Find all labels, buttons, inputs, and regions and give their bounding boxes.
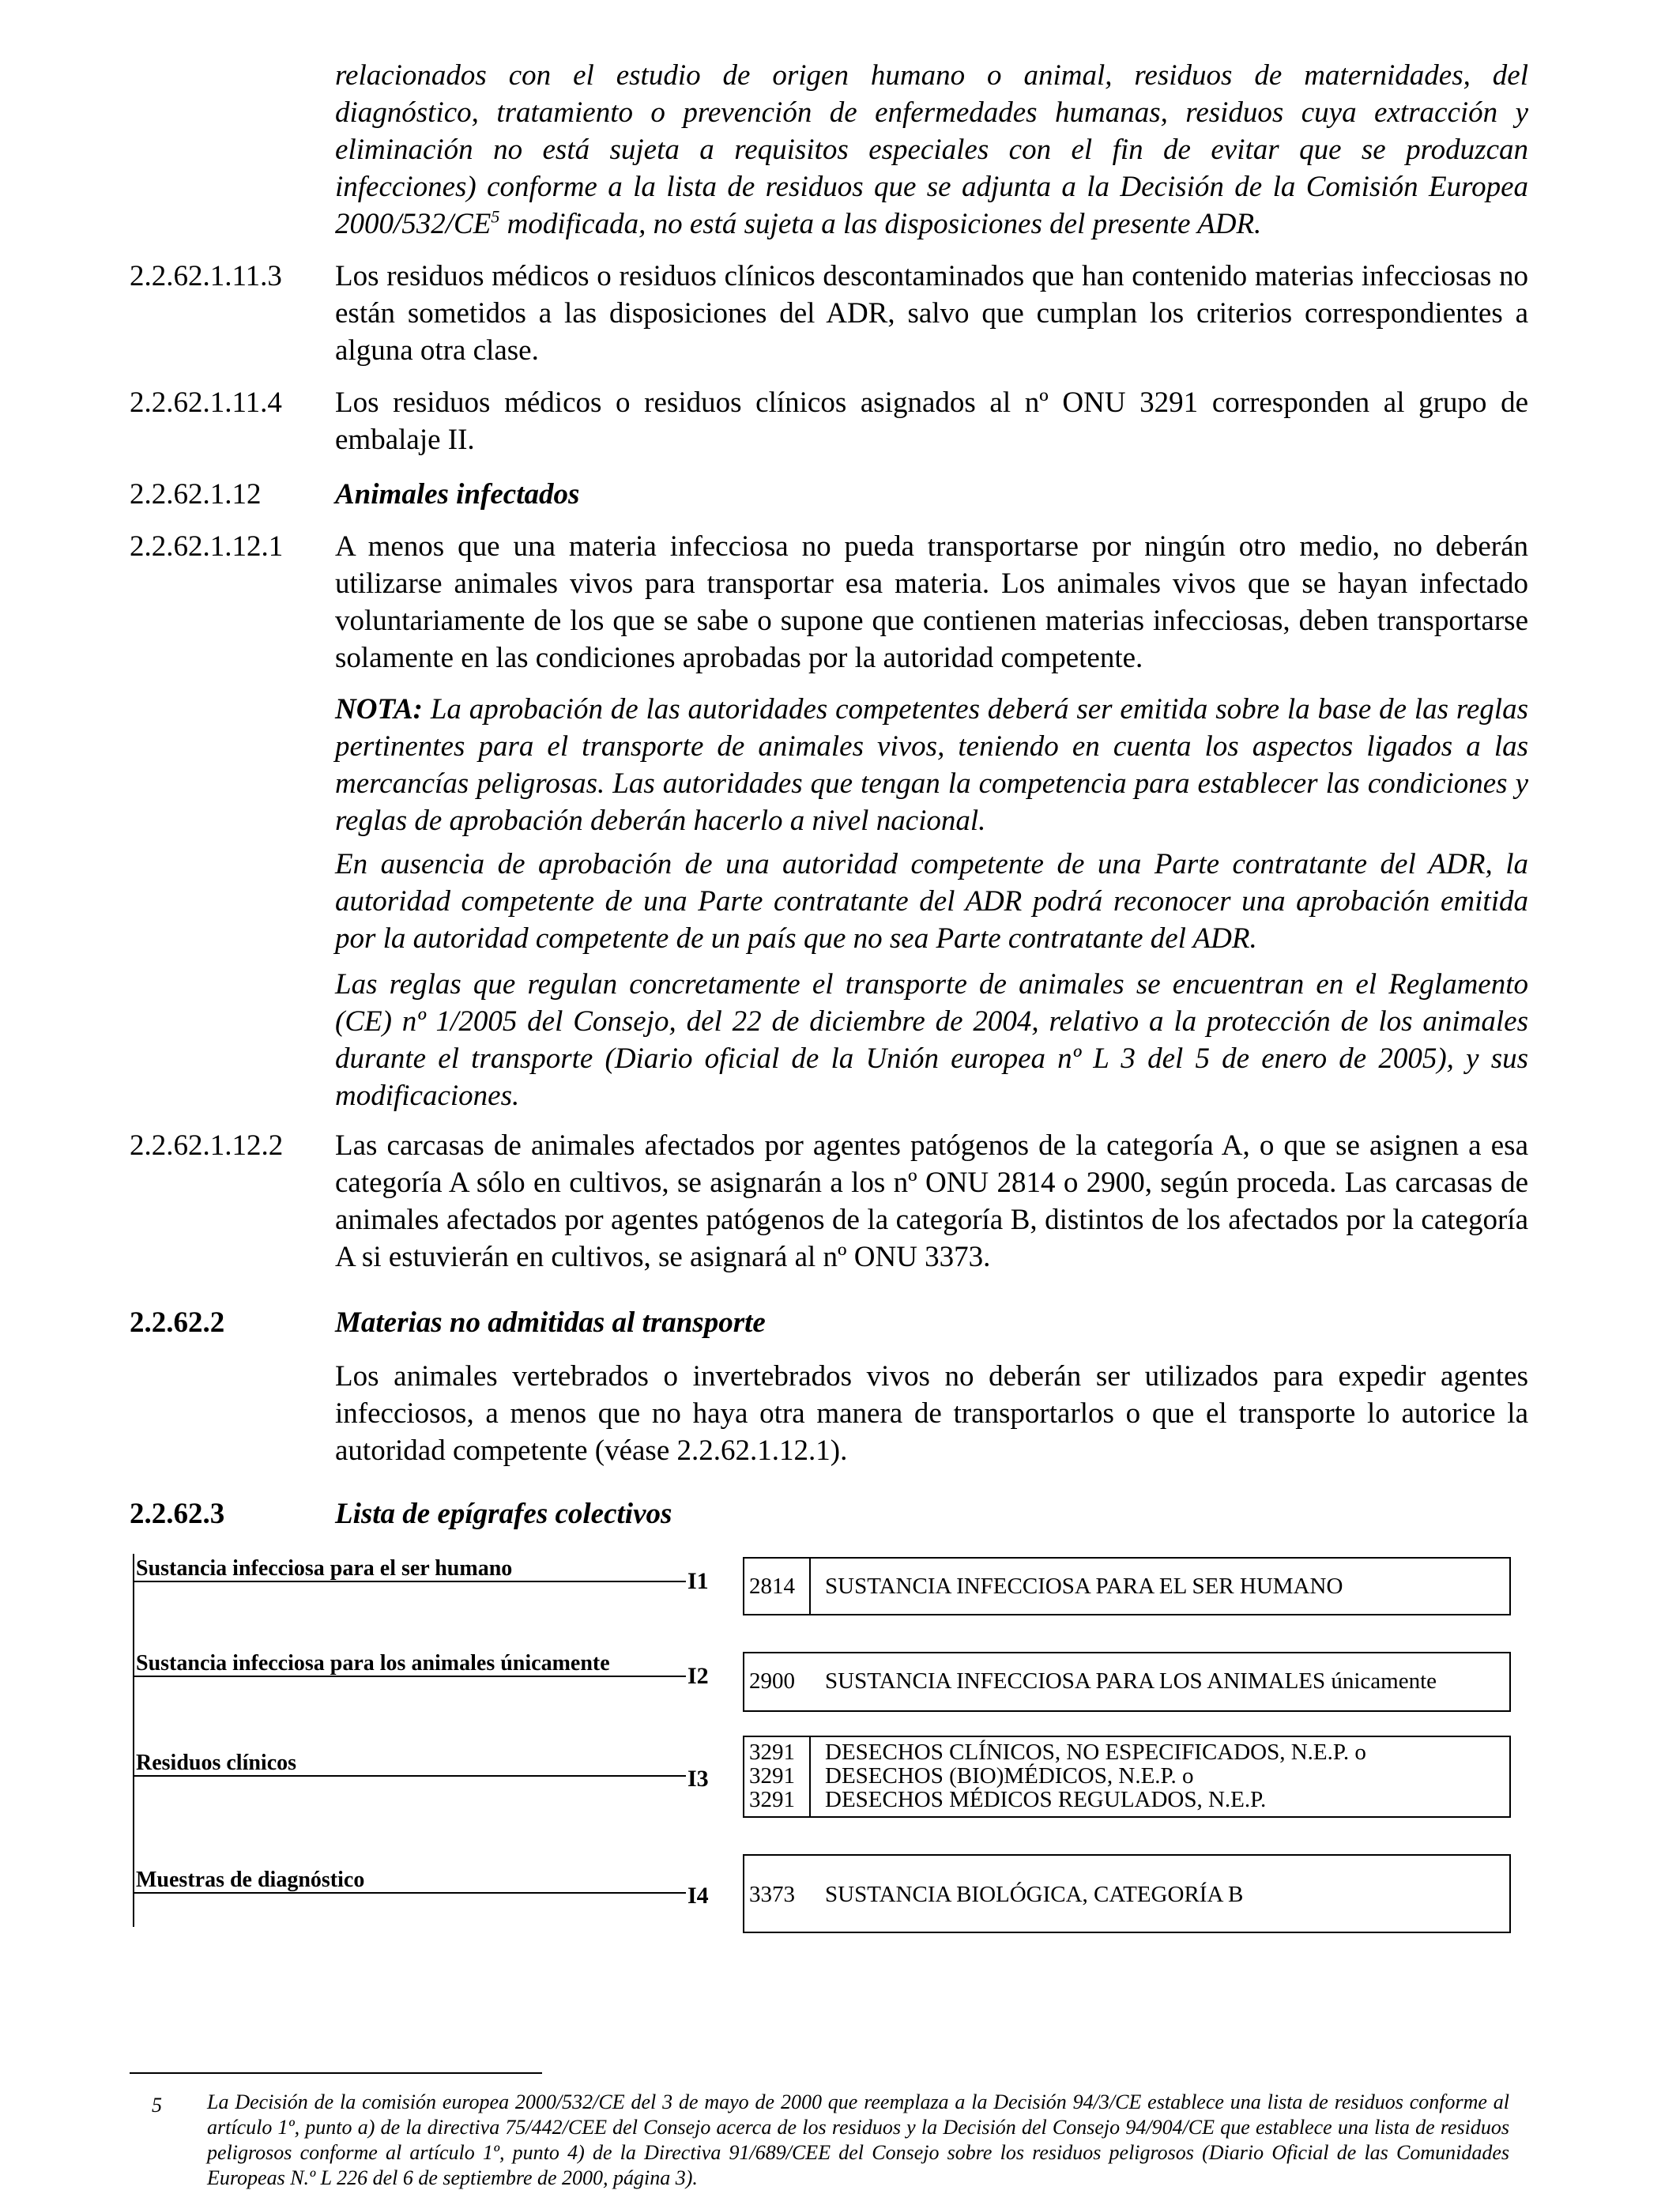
entry-code-i4: I4: [687, 1883, 709, 1909]
entry-box-i4: [743, 1854, 1511, 1933]
entry-name: DESECHOS CLÍNICOS, NO ESPECIFICADOS, N.E.P. o: [825, 1740, 1366, 1765]
paragraph-number: 2.2.62.1.12.2: [130, 1129, 284, 1162]
entry-box-i2: [743, 1652, 1511, 1712]
text-fragment: modificada, no está sujeta a las disposiciones del presente ADR.: [499, 208, 1262, 240]
entry-row: [744, 1883, 1509, 1906]
footnote-ref: 5: [491, 206, 500, 227]
entry-connector-line: [133, 1581, 686, 1582]
paragraph-number: 2.2.62.1.11.3: [130, 260, 282, 292]
un-number: 2814: [749, 1574, 795, 1599]
section-heading: Animales infectados: [335, 478, 580, 511]
paragraph-text: Los residuos médicos o residuos clínicos descontaminados que han contenido materias infecciosas no están sometidos a las disposiciones del ADR, salvo que cumplan los criterios correspondientes a alguna otra clase.: [335, 260, 1528, 367]
entry-code-i3: I3: [687, 1766, 709, 1792]
text-line: infecciones) conforme a la lista de residuos que se adjunta a la Decisión de la Comisión Europea: [335, 171, 1528, 203]
note-label: NOTA:: [335, 693, 423, 726]
un-number: 3291: [749, 1740, 795, 1765]
footnote-text: La Decisión de la comisión europea 2000/532/CE del 3 de mayo de 2000 que reemplaza a la Decisión 94/3/CE establece una lista de residuos conforme al artículo 1º, punto a) de la directiva 75/442/CEE del Consejo acerca de los residuos y la Decisión del Consejo 94/904/CE que establece una lista de residuos peligrosos conforme al artículo 1º, punto 4) de la Directiva 91/689/CEE del Consejo sobre los residuos peligrosos (Diario Oficial de las Comunidades Europeas N.º L 226 del 6 de septiembre de 2000, página 3).: [207, 2090, 1509, 2189]
footnote-number: 5: [152, 2094, 162, 2117]
un-number: 3291: [749, 1763, 795, 1789]
section-number: 2.2.62.1.12: [130, 478, 262, 511]
entry-label-i2: Sustancia infecciosa para los animales únicamente: [136, 1651, 610, 1676]
entry-label-i1: Sustancia infecciosa para el ser humano: [136, 1556, 513, 1581]
column-separator: [809, 1736, 811, 1818]
text-line: relacionados con el estudio de origen humano o animal, residuos de maternidades, del: [335, 59, 1528, 92]
entry-code-i1: I1: [687, 1568, 709, 1594]
section-heading: Materias no admitidas al transporte: [335, 1306, 766, 1339]
entry-name: SUSTANCIA INFECCIOSA PARA EL SER HUMANO: [825, 1574, 1343, 1599]
footnote-separator: [130, 2072, 542, 2074]
paragraph-number: 2.2.62.1.11.4: [130, 386, 282, 419]
entry-name: SUSTANCIA INFECCIOSA PARA LOS ANIMALES únicamente: [825, 1668, 1437, 1694]
text-line: [335, 205, 1528, 243]
paragraph-text: Los animales vertebrados o invertebrados vivos no deberán ser utilizados para expedir agentes infecciosos, a menos que no haya otra manera de transportarlos o que el transporte lo autorice la autoridad competente (véase 2.2.62.1.12.1).: [335, 1360, 1528, 1467]
section-number: 2.2.62.2: [130, 1306, 225, 1339]
paragraph-text: Las carcasas de animales afectados por agentes patógenos de la categoría A, o que se asignen a esa categoría A sólo en cultivos, se asignarán a los nº ONU 2814 o 2900, según proceda. Las carcasas de animales afectados por agentes patógenos de la categoría B, distintos de los afectados por la categoría A si estuvierán en cultivos, se asignará al nº ONU 3373.: [335, 1129, 1528, 1273]
entry-box-i1: [743, 1557, 1511, 1615]
note-paragraph-1: [335, 691, 1528, 839]
paragraph-text: Los residuos médicos o residuos clínicos asignados al nº ONU 3291 corresponden al grupo de embalaje II.: [335, 386, 1528, 456]
entry-row: [744, 1740, 1509, 1764]
note-paragraph-3: Las reglas que regulan concretamente el transporte de animales se encuentran en el Reglamento (CE) nº 1/2005 del Consejo, del 22 de diciembre de 2004, relativo a la protección de los animales durante el transporte (Diario oficial de la Unión europea nº L 3 del 5 de enero de 2005), y sus modificaciones.: [335, 968, 1528, 1112]
entry-row: [744, 1788, 1509, 1811]
entry-name: DESECHOS (BIO)MÉDICOS, N.E.P. o: [825, 1763, 1194, 1789]
entry-connector-line: [133, 1676, 686, 1677]
classification-bracket-line: [133, 1554, 134, 1927]
entry-code-i2: I2: [687, 1663, 709, 1689]
un-number: 3373: [749, 1882, 795, 1907]
un-number: 2900: [749, 1668, 795, 1694]
entry-row: [744, 1764, 1509, 1788]
section-number: 2.2.62.3: [130, 1498, 225, 1530]
entry-box-i3: [743, 1736, 1511, 1818]
entry-name: SUSTANCIA BIOLÓGICA, CATEGORÍA B: [825, 1882, 1244, 1907]
section-heading: Lista de epígrafes colectivos: [335, 1498, 672, 1530]
entry-connector-line: [133, 1775, 686, 1777]
text-fragment: 2000/532/CE: [335, 208, 492, 240]
column-separator: [809, 1557, 811, 1615]
entry-row: [744, 1669, 1509, 1693]
entry-name: DESECHOS MÉDICOS REGULADOS, N.E.P.: [825, 1787, 1267, 1812]
entry-label-i3: Residuos clínicos: [136, 1751, 297, 1775]
note-text: La aprobación de las autoridades competentes deberá ser emitida sobre la base de las reglas pertinentes para el transporte de animales vivos, teniendo en cuenta los aspectos ligados a las mercancías peligrosas. Las autoridades que tengan la competencia para establecer las condiciones y reglas de aprobación deberán hacerlo a nivel nacional.: [335, 693, 1528, 837]
entry-connector-line: [133, 1892, 686, 1894]
un-number: 3291: [749, 1787, 795, 1812]
entry-row: [744, 1574, 1509, 1598]
paragraph-number: 2.2.62.1.12.1: [130, 530, 284, 563]
note-paragraph-2: En ausencia de aprobación de una autoridad competente de una Parte contratante del ADR, la autoridad competente de una Parte contratante del ADR podrá reconocer una aprobación emitida por la autoridad competente de un país que no sea Parte contratante del ADR.: [335, 848, 1528, 955]
entry-label-i4: Muestras de diagnóstico: [136, 1868, 365, 1892]
text-line: eliminación no está sujeta a requisitos especiales con el fin de evitar que se produzcan: [335, 134, 1528, 166]
paragraph-text: A menos que una materia infecciosa no pueda transportarse por ningún otro medio, no deberán utilizarse animales vivos para transportar esa materia. Los animales vivos que se hayan infectado voluntariamente de los que se sabe o supone que contienen materias infecciosas, deben transportarse solamente en las condiciones aprobadas por la autoridad competente.: [335, 530, 1528, 674]
text-line: diagnóstico, tratamiento o prevención de enfermedades humanas, residuos cuya extracción y: [335, 96, 1528, 129]
